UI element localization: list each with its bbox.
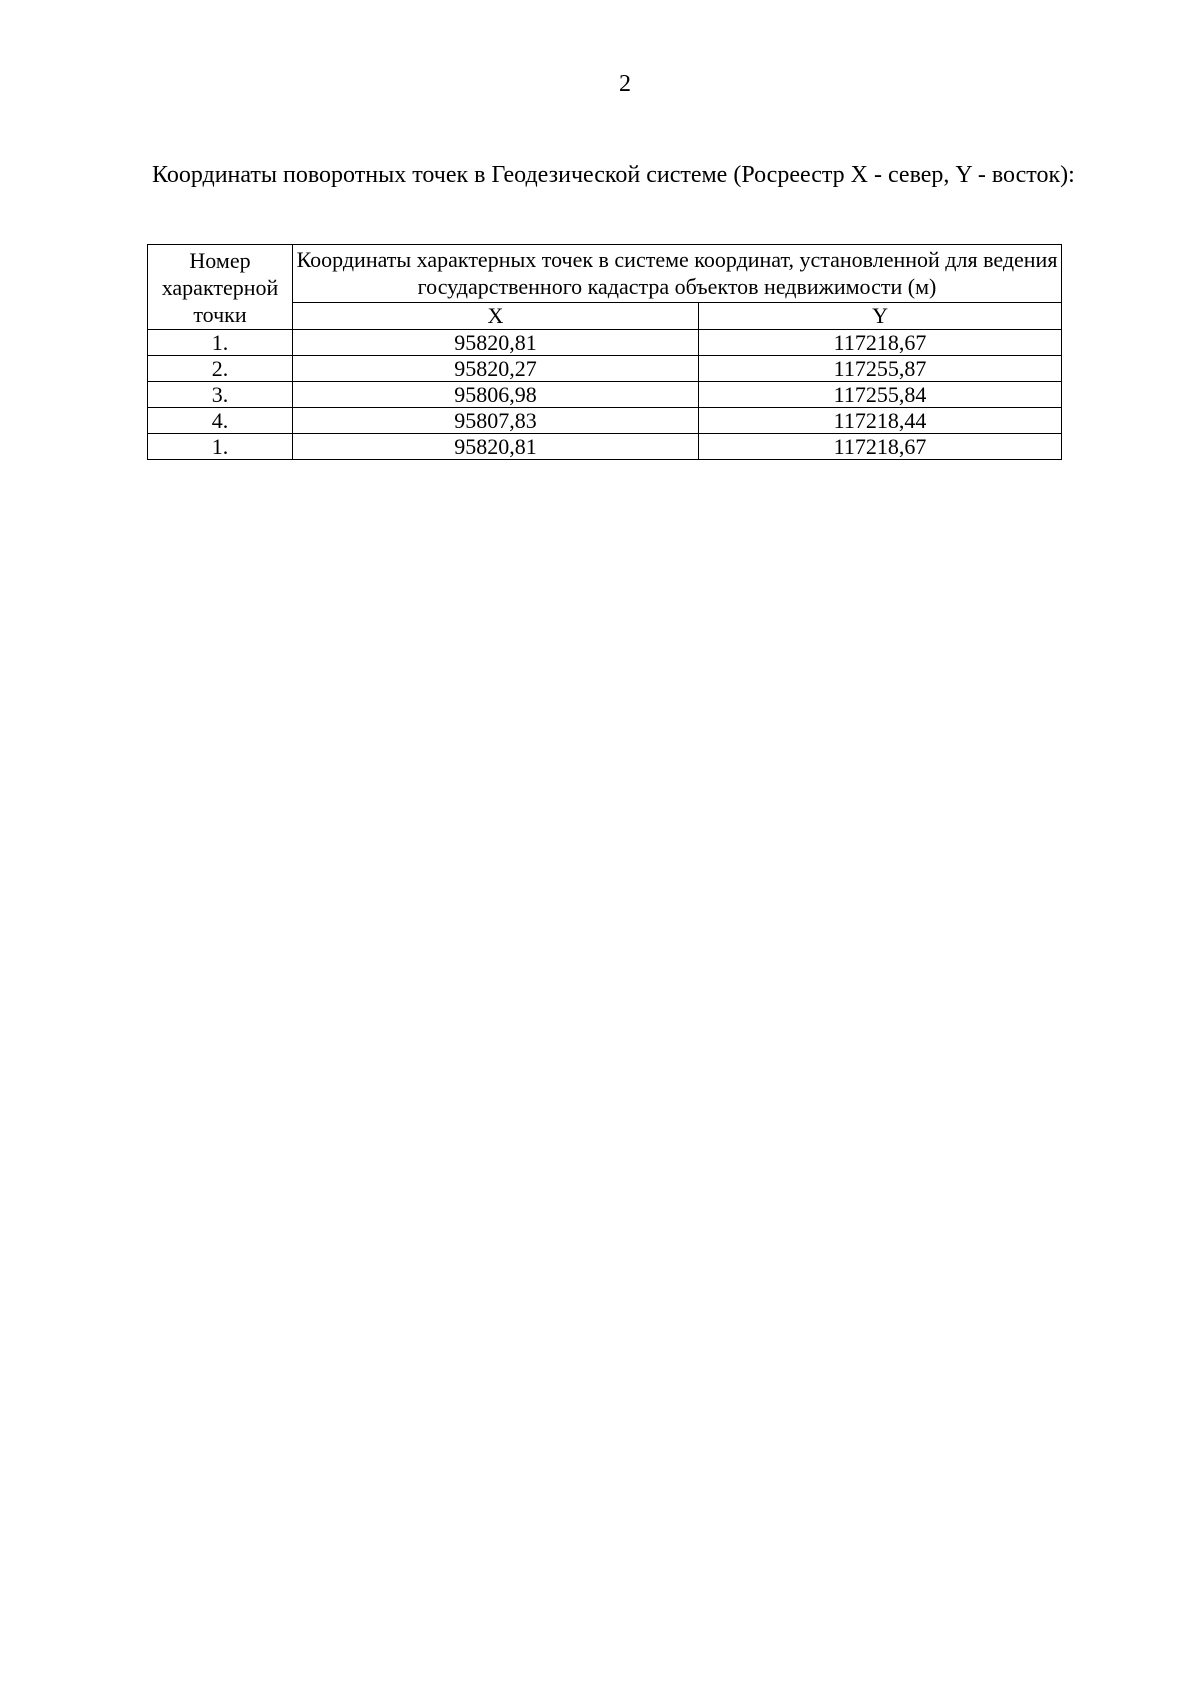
cell-point-number: 1. (148, 434, 293, 460)
cell-point-number: 2. (148, 356, 293, 382)
cell-x: 95807,83 (293, 408, 699, 434)
document-heading: Координаты поворотных точек в Геодезической системе (Росреестр X - север, Y - восток): (152, 162, 1075, 188)
cell-point-number: 4. (148, 408, 293, 434)
header-coordinates: Координаты характерных точек в системе координат, установленной для ведения государственного кадастра объектов недвижимости (м) (293, 245, 1062, 303)
header-x: X (293, 302, 699, 329)
header-y: Y (699, 302, 1062, 329)
header-point-number: Номер характерной точки (148, 245, 293, 330)
cell-point-number: 3. (148, 382, 293, 408)
cell-y: 117255,84 (699, 382, 1062, 408)
table-row (148, 408, 1062, 434)
cell-x: 95820,81 (293, 330, 699, 356)
cell-x: 95806,98 (293, 382, 699, 408)
table-header-row (148, 245, 1062, 303)
cell-y: 117255,87 (699, 356, 1062, 382)
cell-x: 95820,27 (293, 356, 699, 382)
cell-point-number: 1. (148, 330, 293, 356)
page-number: 2 (619, 71, 631, 97)
cell-x: 95820,81 (293, 434, 699, 460)
cell-y: 117218,44 (699, 408, 1062, 434)
table-row (148, 434, 1062, 460)
cell-y: 117218,67 (699, 330, 1062, 356)
table-row (148, 330, 1062, 356)
table-row (148, 382, 1062, 408)
cell-y: 117218,67 (699, 434, 1062, 460)
coordinates-table (147, 244, 1062, 460)
table-row (148, 356, 1062, 382)
